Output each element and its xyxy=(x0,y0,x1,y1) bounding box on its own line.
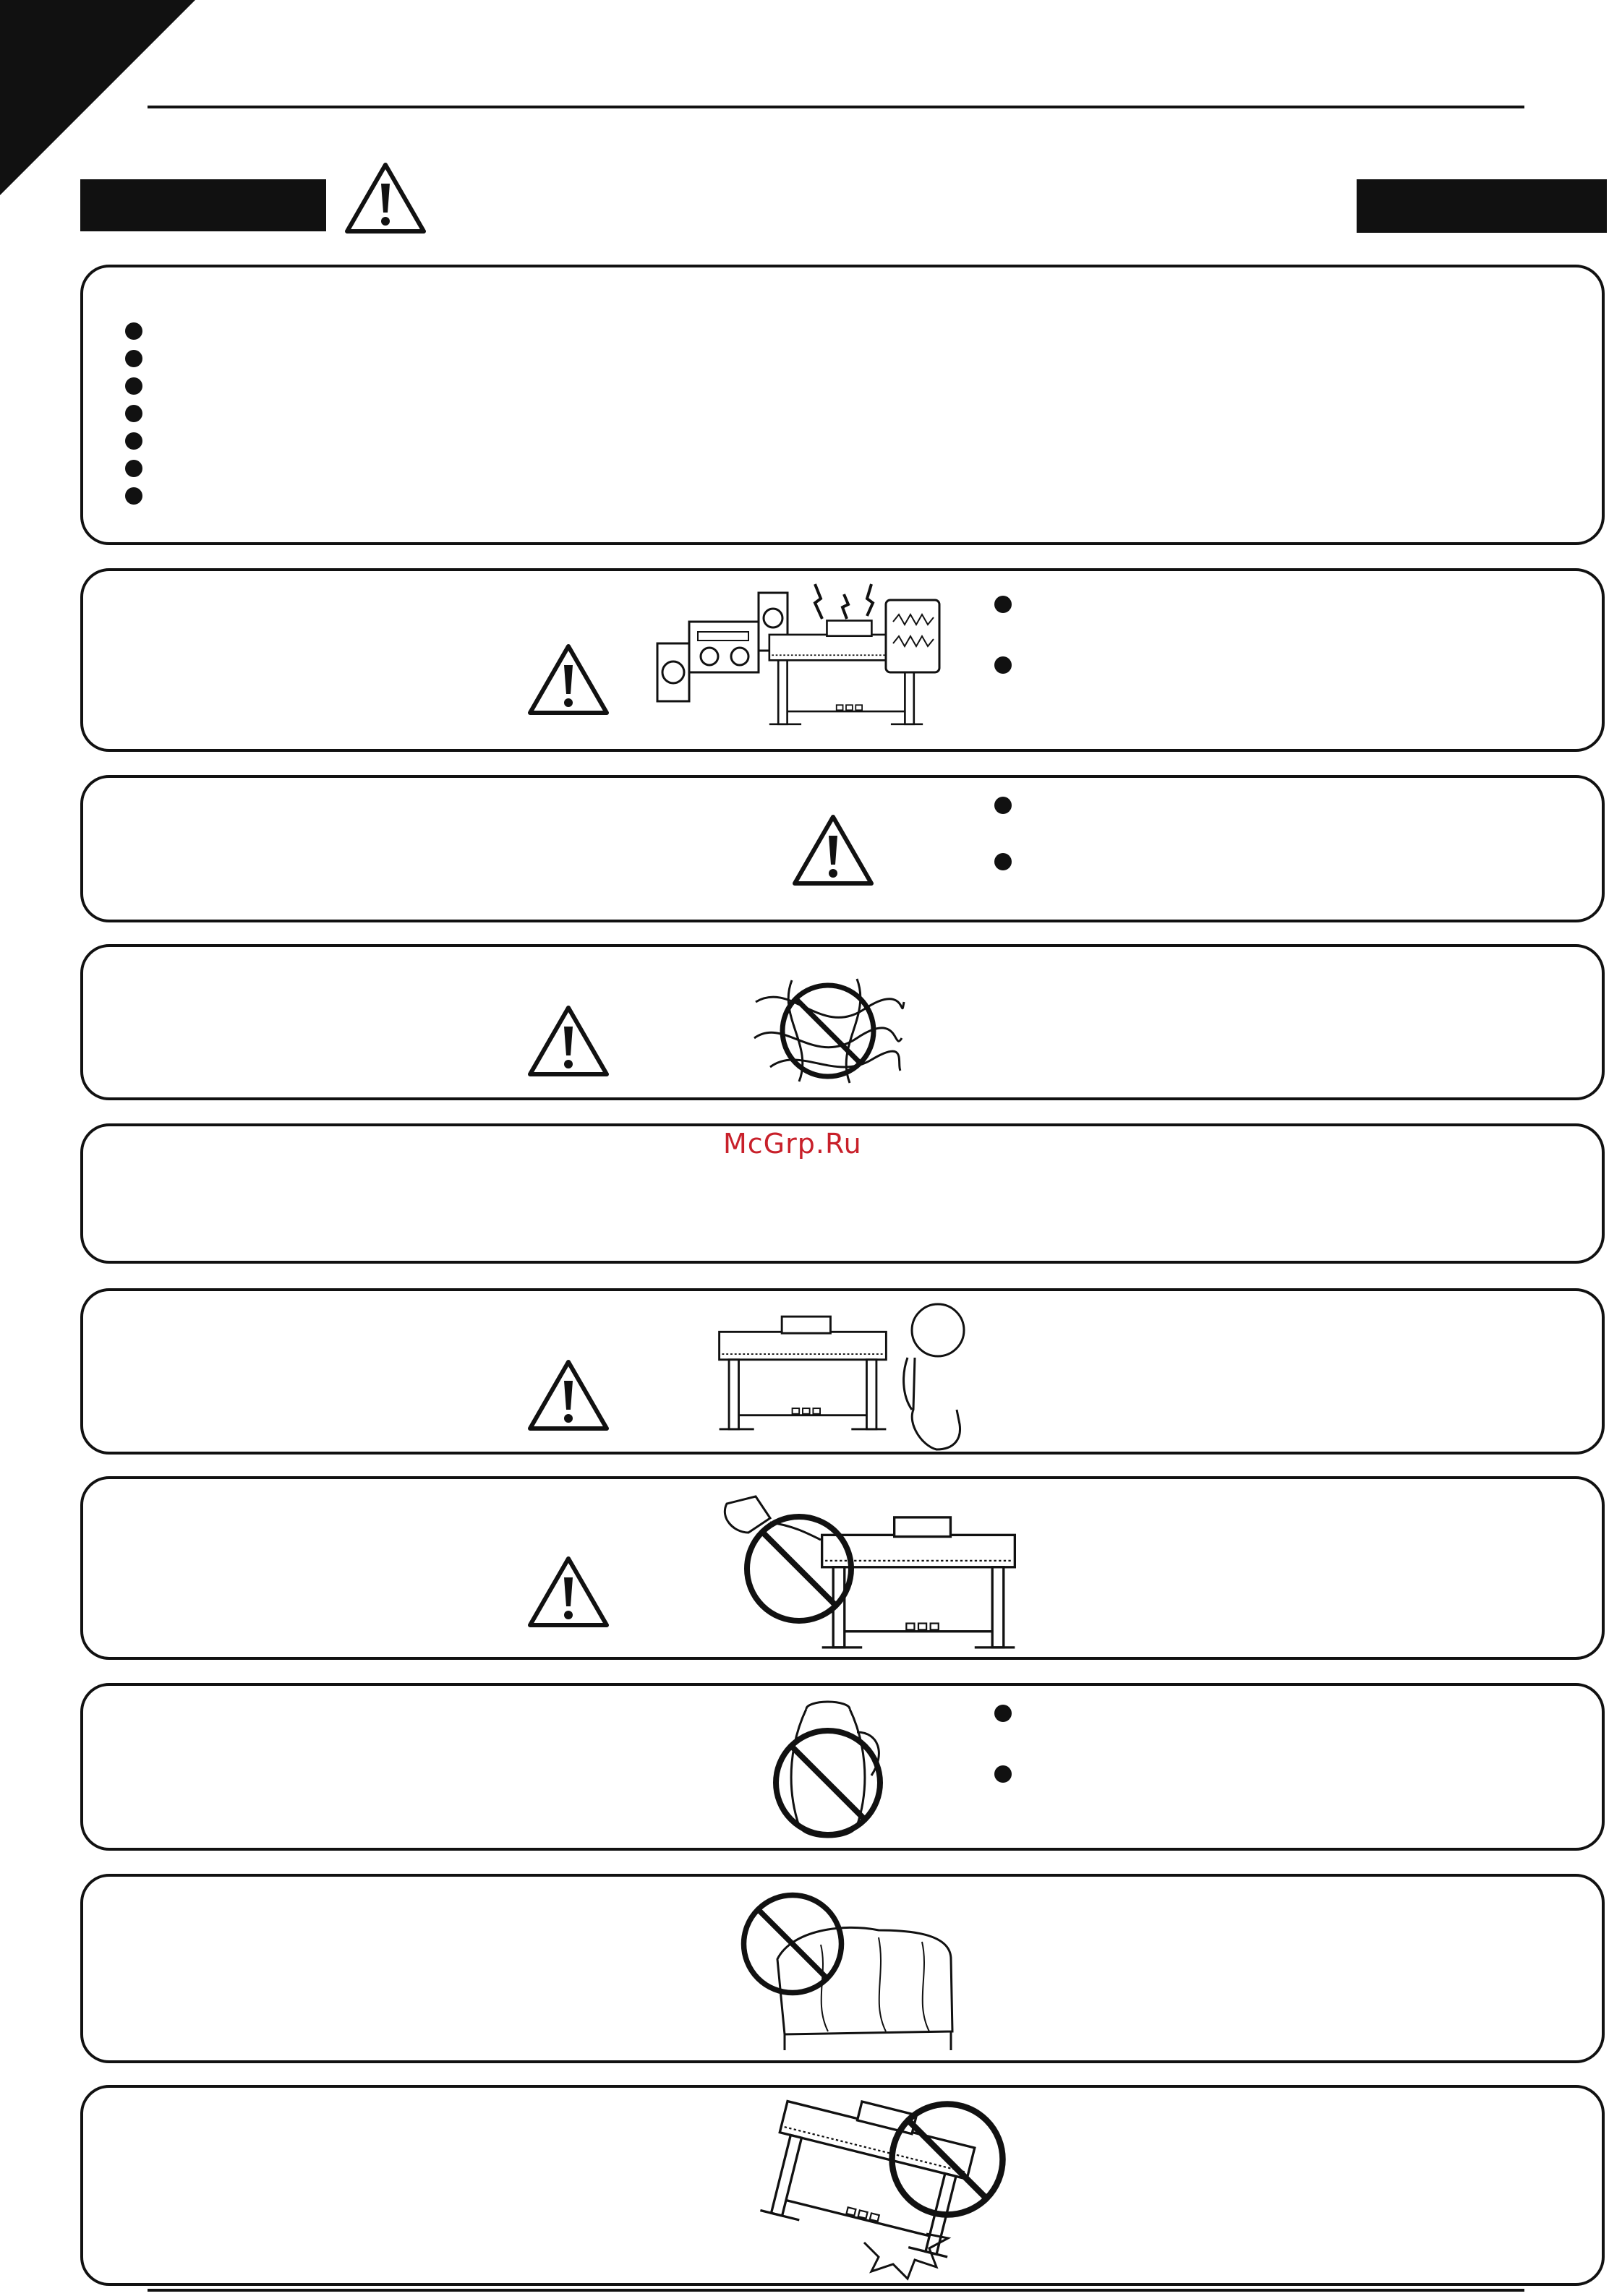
bullet-dot-icon xyxy=(994,797,1012,814)
panel-cables xyxy=(80,944,1605,1100)
piano-and-finger-illustration xyxy=(712,1301,973,1453)
bullet-dot-icon xyxy=(994,853,1012,870)
covered-piano-prohibited-illustration xyxy=(734,1887,1023,2057)
warning-triangle-icon xyxy=(792,814,874,886)
corner-tab xyxy=(0,0,195,195)
bullet-dot-icon xyxy=(125,322,142,340)
panel-interference xyxy=(80,568,1605,752)
falling-piano-prohibited-illustration xyxy=(705,2091,1038,2286)
panel-touch xyxy=(80,1288,1605,1455)
bullet-dot-icon xyxy=(125,350,142,367)
panel-power-plug xyxy=(80,775,1605,922)
warning-triangle-icon xyxy=(527,1005,610,1077)
watermark-text: McGrp.Ru xyxy=(723,1128,862,1160)
bullet-dot-icon xyxy=(994,656,1012,674)
cup-spill-prohibited-illustration xyxy=(712,1489,1030,1663)
header-rule xyxy=(148,106,1524,108)
bullet-dot-icon xyxy=(125,460,142,477)
bullet-dot-icon xyxy=(125,487,142,505)
header-black-bar-left xyxy=(80,179,326,231)
panel-vase xyxy=(80,1683,1605,1851)
bullet-dot-icon xyxy=(994,596,1012,613)
header-black-bar-right xyxy=(1357,179,1607,233)
panel-tipping xyxy=(80,2085,1605,2286)
panel-liquids xyxy=(80,1476,1605,1660)
bullet-dot-icon xyxy=(125,405,142,422)
bullet-dot-icon xyxy=(994,1765,1012,1783)
vase-prohibited-illustration xyxy=(763,1696,908,1848)
header-warning-icon xyxy=(341,162,430,234)
warning-triangle-icon xyxy=(527,643,610,716)
panel-general-cautions xyxy=(80,265,1605,545)
tangled-cables-prohibited-illustration xyxy=(748,973,908,1089)
bullet-dot-icon xyxy=(125,432,142,450)
panel-cover xyxy=(80,1874,1605,2063)
footer-rule xyxy=(148,2289,1524,2292)
stereo-tv-interference-illustration xyxy=(654,578,944,745)
bullet-dot-icon xyxy=(994,1705,1012,1722)
bullet-dot-icon xyxy=(125,377,142,395)
warning-triangle-icon xyxy=(527,1359,610,1431)
warning-triangle-icon xyxy=(527,1556,610,1628)
